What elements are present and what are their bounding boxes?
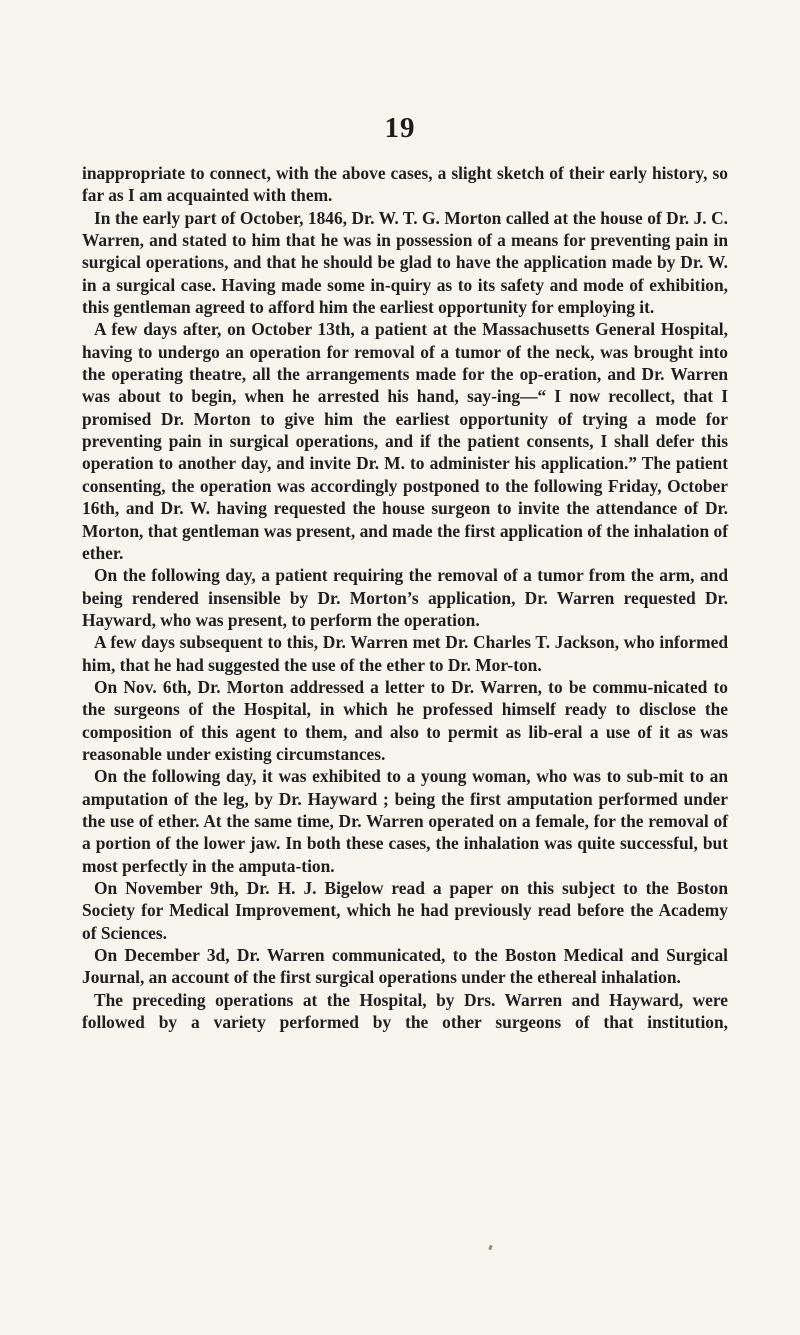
paragraph-morton-letter: On Nov. 6th, Dr. Morton addressed a letter to Dr. Warren, to be commu-nicated to the surgeons of the Hospital, in which he professed himself ready to disclose the composition of this agent to them, and also to permit as lib-eral a use of it as was reasonable under existing circumstances.	[82, 676, 728, 764]
paragraph-arm-tumor: On the following day, a patient requiring the removal of a tumor from the arm, and being rendered insensible by Dr. Morton’s application, Dr. Warren requested Dr. Hayward, who was present, to perform the operation.	[82, 565, 728, 630]
paragraph-morton-visit: In the early part of October, 1846, Dr. W. T. G. Morton called at the house of Dr. J. C. Warren, and stated to him that he was in possession of a means for preventing pain in surgical operations, and that he should be glad to have the application made by Dr. W. in a surgical case. Having made some in-quiry as to its safety and mode of exhibition, this gentleman agreed to afford him the earliest opportunity for employing it.	[82, 207, 728, 318]
paragraph-continuation: inappropriate to connect, with the above cases, a slight sketch of their early history, so far as I am acquainted with them.	[82, 163, 728, 206]
paragraph-journal: On December 3d, Dr. Warren communicated, to the Boston Medical and Surgical Journal, an account of the first surgical operations under the ethereal inhalation.	[82, 945, 728, 988]
page-number: 19	[384, 112, 416, 144]
body-text	[82, 162, 728, 1033]
paragraph-first-inhalation: A few days after, on October 13th, a patient at the Massachusetts General Hospital, having to undergo an operation for removal of a tumor of the neck, was brought into the operating theatre, all the arrangements made for the op-eration, and Dr. Warren was about to begin, when he arrested his hand, say-ing—“ I now recollect, that I promised Dr. Morton to give him the earliest opportunity of trying a mode for preventing pain in surgical operations, and if the patient consents, I shall defer this operation to another day, and invite Dr. M. to administer his application.” The patient consenting, the operation was accordingly postponed to the following Friday, October 16th, and Dr. W. having requested the house surgeon to invite the attendance of Dr. Morton, that gentleman was present, and made the first application of the inhalation of ether.	[82, 319, 728, 563]
paragraph-preceding-operations: The preceding operations at the Hospital, by Drs. Warren and Hayward, were followed by a variety performed by the other surgeons of that institution,	[82, 989, 728, 1033]
paper-speck	[488, 1245, 493, 1251]
paragraph-bigelow: On November 9th, Dr. H. J. Bigelow read a paper on this subject to the Boston Society for Medical Improvement, which he had previously read before the Academy of Sciences.	[82, 878, 728, 943]
paragraph-jackson: A few days subsequent to this, Dr. Warren met Dr. Charles T. Jackson, who informed him, that he had suggested the use of the ether to Dr. Mor-ton.	[82, 632, 728, 675]
paragraph-amputation: On the following day, it was exhibited to a young woman, who was to sub-mit to an amputation of the leg, by Dr. Hayward ; being the first amputation performed under the use of ether. At the same time, Dr. Warren operated on a female, for the removal of a portion of the lower jaw. In both these cases, the inhalation was quite successful, but most perfectly in the amputa-tion.	[82, 766, 728, 876]
